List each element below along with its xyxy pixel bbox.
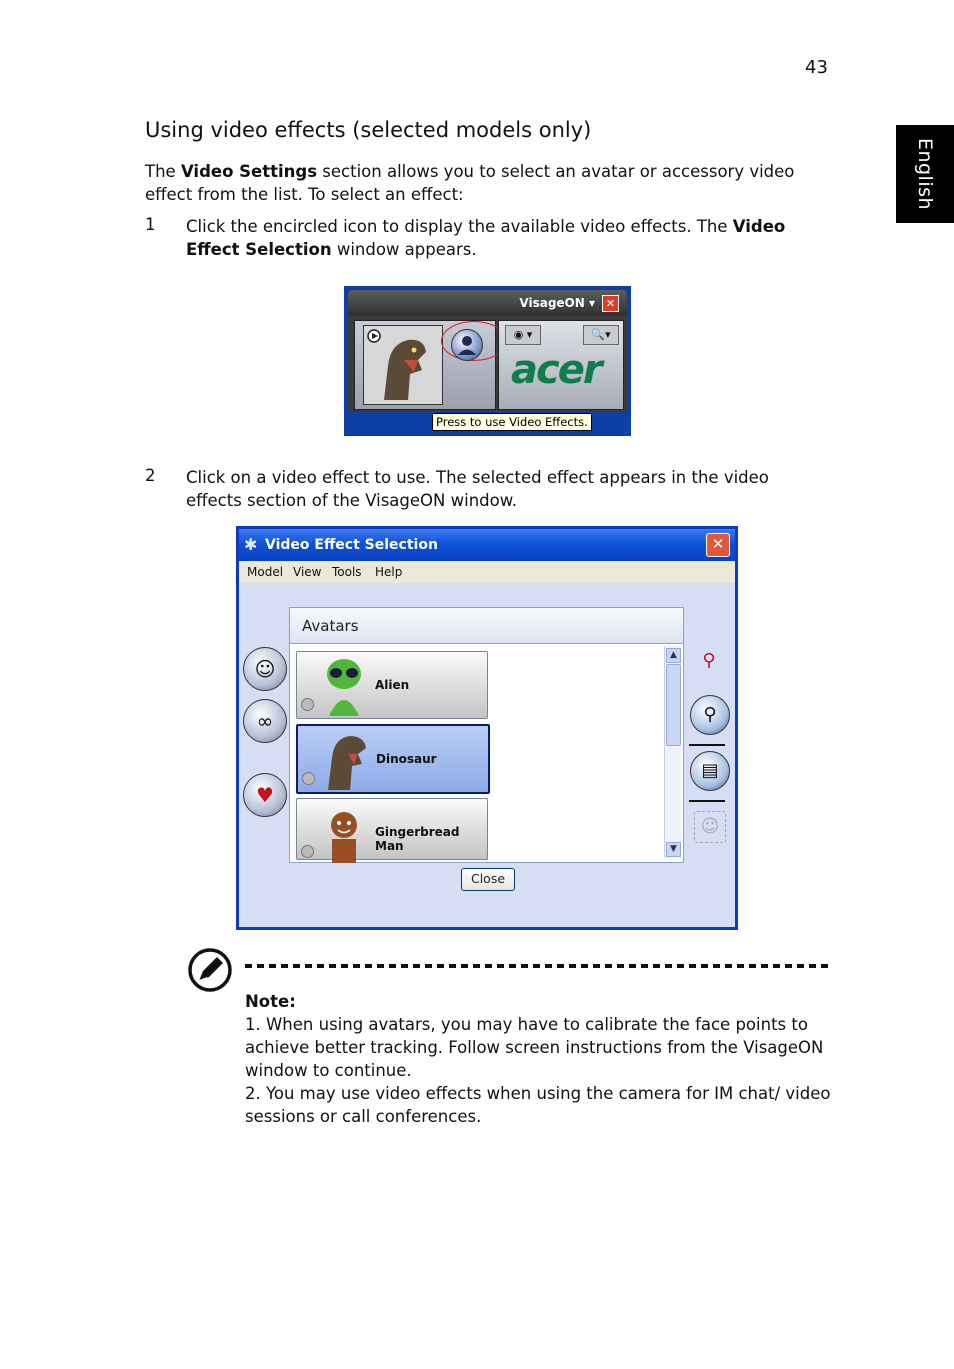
section-title: Using video effects (selected models only): [145, 118, 592, 142]
vertical-scrollbar[interactable]: [664, 646, 681, 858]
scroll-up-icon[interactable]: ▲: [666, 648, 681, 663]
window-titlebar: [239, 529, 735, 561]
menu-help[interactable]: Help: [375, 565, 403, 579]
document-tool-button[interactable]: [690, 751, 730, 791]
scroll-down-icon[interactable]: ▼: [666, 842, 681, 857]
note-icon: [187, 947, 233, 993]
radio-indicator: [301, 845, 314, 858]
item-label: Alien: [375, 678, 410, 692]
video-effect-selection-screenshot: [236, 526, 738, 930]
window-title: Video Effect Selection: [265, 537, 438, 553]
visageon-toolbar-screenshot: [344, 286, 631, 436]
heart-category-button[interactable]: [243, 773, 287, 817]
close-icon[interactable]: ✕: [706, 533, 730, 557]
face-icon: ☺: [700, 816, 720, 837]
close-button[interactable]: Close: [461, 868, 515, 891]
note-divider: [245, 964, 831, 968]
magnifier-icon: ⚲: [702, 650, 716, 671]
pen-icon: [187, 947, 233, 993]
panel-title: Avatars: [302, 617, 359, 635]
dinosaur-icon: [320, 728, 370, 790]
avatars-panel: [289, 607, 684, 863]
avatar-preview: [363, 325, 443, 405]
alien-face-icon: ☺: [254, 657, 276, 681]
alien-icon: [319, 654, 369, 716]
step-2-number: 2: [145, 466, 156, 485]
list-item-dinosaur[interactable]: [296, 724, 490, 794]
side-tab-label: English: [914, 137, 936, 211]
list-item-alien[interactable]: [296, 651, 488, 719]
note-line-2: 2. You may use video effects when using the camera for IM chat/ video sessions or call conferences.: [245, 1084, 831, 1126]
radio-indicator: [301, 698, 314, 711]
gingerbread-man-icon: [319, 801, 369, 863]
camera-icon: ◉ ▾: [513, 328, 533, 341]
page-number: 43: [805, 57, 828, 78]
intro-bold-term: Video Settings: [180, 162, 318, 181]
menu-bar: [239, 561, 735, 583]
document-icon: ▤: [701, 760, 719, 781]
menu-view[interactable]: View: [293, 565, 322, 579]
item-label: Gingerbread Man: [375, 825, 460, 853]
menu-model[interactable]: Model: [247, 565, 284, 579]
intro-text-rest: section allows you to select an avatar or accessory video effect from the list. To select an effect:: [145, 162, 795, 204]
video-settings-panel: [354, 320, 496, 410]
tooltip: Press to use Video Effects.: [432, 413, 592, 431]
note-block: [245, 990, 835, 1128]
face-calibrate-button[interactable]: [694, 811, 726, 843]
intro-text: The: [145, 162, 181, 181]
radio-indicator: [302, 772, 315, 785]
avatar-category-button[interactable]: [243, 647, 287, 691]
acer-logo: acer: [511, 347, 601, 393]
step-1-text: [186, 215, 826, 261]
step-1-text-a: Click the encircled icon to display the available video effects. The: [186, 217, 733, 236]
visageon-window: [348, 290, 627, 412]
divider: [689, 744, 725, 746]
gear-icon: ✱: [244, 535, 258, 554]
panel-header: [290, 608, 683, 644]
note-line-1: 1. When using avatars, you may have to calibrate the face points to achieve better tracking. Follow screen instructions from the VisageON window to continue.: [245, 1015, 824, 1080]
step-1-number: 1: [145, 215, 156, 234]
step-2-text: Click on a video effect to use. The selected effect appears in the video effects section of the VisageON window.: [186, 468, 769, 510]
scroll-thumb[interactable]: [666, 664, 681, 746]
step-1-text-b: window appears.: [331, 240, 477, 259]
glasses-category-button[interactable]: [243, 699, 287, 743]
zoom-dropdown-button[interactable]: [583, 325, 619, 345]
note-label: Note:: [245, 992, 296, 1011]
search-tool-button[interactable]: [694, 646, 724, 676]
menu-tools[interactable]: Tools: [332, 565, 362, 579]
visageon-title: VisageON ▾: [519, 296, 595, 310]
visageon-titlebar: [348, 290, 627, 316]
video-effect-selection-window: [239, 529, 735, 927]
divider: [689, 800, 725, 802]
zoom-tool-button[interactable]: [690, 695, 730, 735]
heart-icon: ♥: [256, 783, 274, 807]
close-icon[interactable]: ✕: [602, 295, 619, 312]
capture-dropdown-button[interactable]: [505, 325, 541, 345]
language-side-tab: [896, 125, 954, 223]
intro-paragraph: [145, 160, 825, 206]
brand-panel: [498, 320, 624, 410]
magnifier-icon: ⚲: [703, 704, 717, 725]
glasses-icon: ∞: [256, 709, 274, 733]
list-item-gingerbread-man[interactable]: [296, 798, 488, 860]
magnifier-icon: 🔍▾: [591, 328, 611, 341]
item-label: Dinosaur: [376, 752, 437, 766]
video-effects-button[interactable]: [451, 329, 483, 361]
dinosaur-icon: [364, 326, 442, 404]
step-1-bold-term: Video Effect Selection: [186, 217, 786, 259]
person-icon: [452, 330, 482, 360]
